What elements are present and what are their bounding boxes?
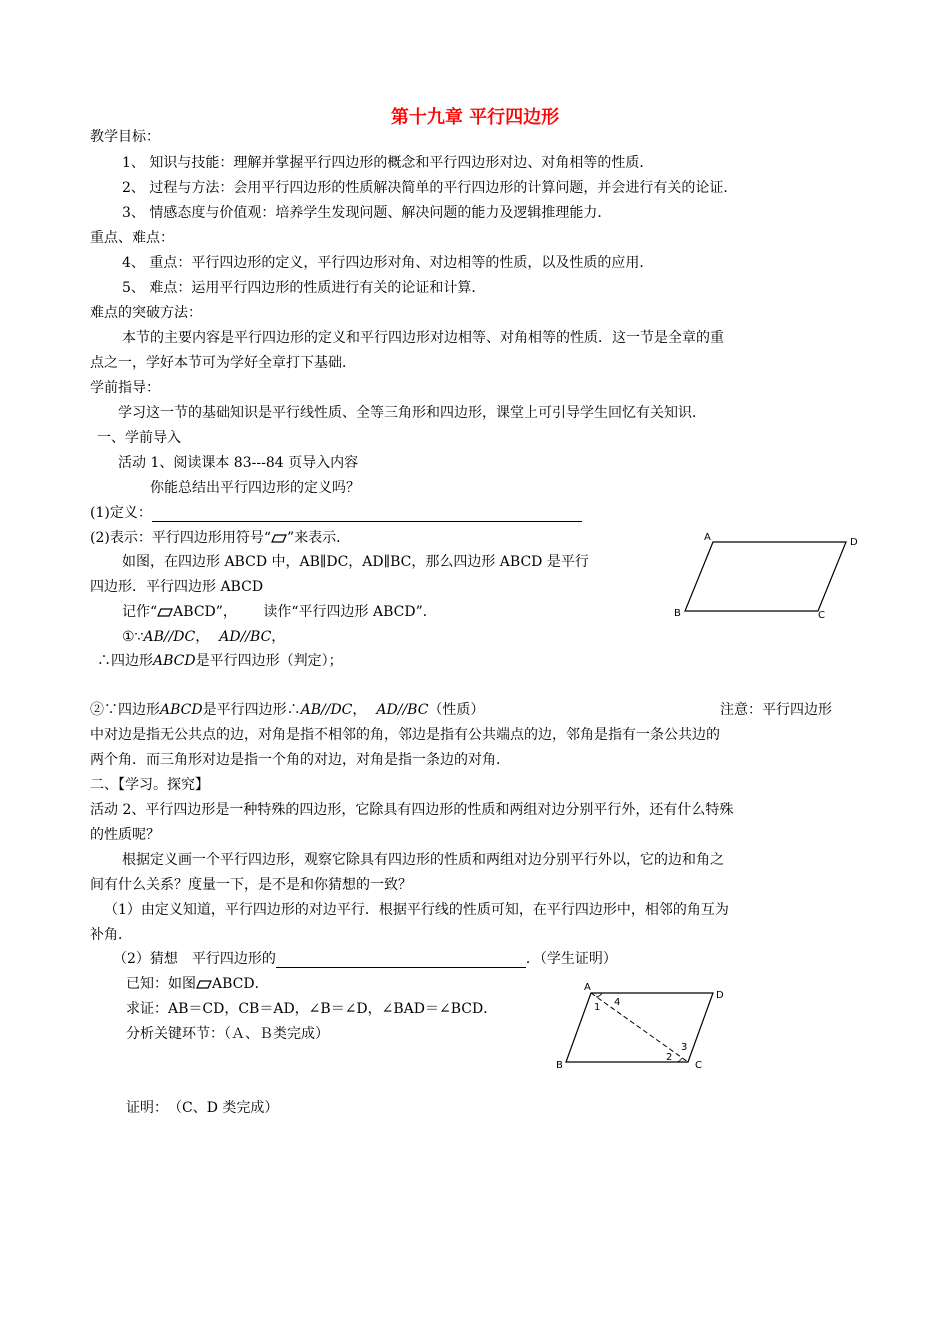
proof-figure xyxy=(550,976,750,1071)
conclusion-abcd: ABCD xyxy=(153,653,196,669)
note-start: 注意：平行四边形 xyxy=(720,702,832,718)
definition-blank xyxy=(152,507,582,522)
key-heading: 重点、难点： xyxy=(90,230,174,246)
notation-suffix: ”来表示． xyxy=(287,530,351,546)
vertex-label-a: A xyxy=(704,532,711,543)
goal-item: 3、 情感态度与价值观：培养学生发现问题、解决问题的能力及逻辑推理能力． xyxy=(122,205,612,221)
condition-prefix: ①∵ xyxy=(122,629,144,645)
guess-suffix: ．（学生证明） xyxy=(525,951,617,967)
known-prefix: 已知：如图 xyxy=(126,976,196,992)
figure-description: 四边形．平行四边形 ABCD xyxy=(90,579,264,595)
conclusion-prefix: ∴四边形 xyxy=(97,653,153,669)
parallelogram-symbol-icon xyxy=(196,980,212,989)
guidance-heading: 学前指导： xyxy=(90,380,160,396)
notation-line xyxy=(90,529,350,547)
definition-question: 你能总结出平行四边形的定义吗？ xyxy=(150,480,360,496)
conclusion-line xyxy=(97,652,343,670)
guess-prefix: （2）猜想 平行四边形的 xyxy=(113,951,276,967)
section2-heading: 二、【学习。探究】 xyxy=(90,777,209,793)
goals-heading: 教学目标： xyxy=(90,129,160,145)
angle-label-1: 1 xyxy=(594,1002,601,1013)
prove-text: 求证：AB＝CD，CB＝AD，∠B＝∠D，∠BAD＝∠BCD． xyxy=(126,1001,498,1017)
condition-line xyxy=(122,628,285,646)
definition-line xyxy=(90,504,582,522)
key-point: 5、 难点：运用平行四边形的性质进行有关的论证和计算． xyxy=(122,280,486,296)
parallelogram-symbol-icon xyxy=(157,608,173,617)
parallelogram-shape xyxy=(685,542,846,611)
property-line xyxy=(90,701,484,719)
vertex-label-c: C xyxy=(695,1060,702,1071)
condition-ad-bc: AD//BC xyxy=(219,629,272,645)
activity2-text: 活动 2、平行四边形是一种特殊的四边形，它除具有四边形的性质和两组对边分别平行外，还有什么特殊 xyxy=(90,802,734,818)
guess-blank xyxy=(276,953,526,968)
vertex-label-a: A xyxy=(584,982,591,993)
breakthrough-text: 点之一，学好本节可为学好全章打下基础． xyxy=(90,355,356,371)
property-ad-bc: AD//BC xyxy=(376,702,429,718)
item1-text: 补角． xyxy=(90,927,132,943)
vertex-label-d: D xyxy=(850,537,858,548)
read-as-text: 读作“平行四边形 ABCD”． xyxy=(263,604,437,620)
vertex-label-d: D xyxy=(716,990,724,1001)
vertex-label-b: B xyxy=(674,608,681,619)
definition-label: (1)定义： xyxy=(90,505,152,521)
record-text: ABCD”， xyxy=(173,604,237,620)
draw-instruction: 间有什么关系？度量一下，是不是和你猜想的一致？ xyxy=(90,877,412,893)
key-point: 4、 重点：平行四边形的定义，平行四边形对角、对边相等的性质，以及性质的应用． xyxy=(122,255,654,271)
guidance-text: 学习这一节的基础知识是平行线性质、全等三角形和四边形，课堂上可引导学生回忆有关知识． xyxy=(118,405,706,421)
parallelogram-figure xyxy=(668,528,868,623)
vertex-label-c: C xyxy=(818,610,825,621)
property-mid: 是平行四边形∴ xyxy=(202,702,301,718)
vertex-label-b: B xyxy=(556,1060,563,1071)
activity1-text: 活动 1、阅读课本 83---84 页导入内容 xyxy=(118,455,359,471)
known-suffix: ABCD． xyxy=(212,976,269,992)
property-abcd: ABCD xyxy=(160,702,203,718)
record-prefix: 记作“ xyxy=(122,604,158,620)
guess-line xyxy=(113,950,617,968)
goal-item: 1、 知识与技能：理解并掌握平行四边形的概念和平行四边形对边、对角相等的性质． xyxy=(122,155,654,171)
property-separator: ， xyxy=(352,702,367,718)
activity2-text: 的性质呢？ xyxy=(90,827,160,843)
item1-text: （1）由定义知道，平行四边形的对边平行．根据平行线的性质可知，在平行四边形中，相邻的角互为 xyxy=(104,902,729,918)
proof-text: 证明： （C、D 类完成） xyxy=(126,1100,279,1116)
diagonal-ac xyxy=(591,993,688,1062)
note-text: 中对边是指无公共点的边，对角是指不相邻的角，邻边是指有公共端点的边，邻角是指有一条公共边的 xyxy=(90,727,720,743)
notation-prefix: (2)表示：平行四边形用符号“ xyxy=(90,530,271,546)
condition-end: ， xyxy=(271,629,286,645)
breakthrough-heading: 难点的突破方法： xyxy=(90,305,202,321)
goal-item: 2、 过程与方法：会用平行四边形的性质解决简单的平行四边形的计算问题，并会进行有关的论证． xyxy=(122,180,738,196)
analysis-text: 分析关键环节：（Ａ、Ｂ类完成） xyxy=(126,1026,329,1042)
record-line xyxy=(122,603,437,621)
property-prefix: ②∵四边形 xyxy=(90,702,160,718)
note-text: 两个角．而三角形对边是指一个角的对边，对角是指一条边的对角． xyxy=(90,752,510,768)
draw-instruction: 根据定义画一个平行四边形，观察它除具有四边形的性质和两组对边分别平行外以，它的边和角之 xyxy=(122,852,724,868)
conclusion-suffix: 是平行四边形（判定）； xyxy=(195,653,343,669)
condition-separator: ， xyxy=(195,629,210,645)
angle-label-4: 4 xyxy=(614,997,621,1008)
angle-label-3: 3 xyxy=(681,1042,688,1053)
page-title: 第十九章 平行四边形 xyxy=(390,107,560,128)
condition-ab-dc: AB//DC xyxy=(143,629,196,645)
section1-heading: 一、学前导入 xyxy=(97,430,181,446)
figure-description: 如图，在四边形 ABCD 中，AB∥DC，AD∥BC，那么四边形 ABCD 是平行 xyxy=(122,554,589,570)
breakthrough-text: 本节的主要内容是平行四边形的定义和平行四边形对边相等、对角相等的性质．这一节是全章的重 xyxy=(122,330,724,346)
angle-label-2: 2 xyxy=(666,1052,673,1063)
known-line xyxy=(126,975,269,993)
property-ab-dc: AB//DC xyxy=(300,702,353,718)
parallelogram-symbol-icon xyxy=(271,534,287,543)
property-suffix: （性质） xyxy=(428,702,485,718)
